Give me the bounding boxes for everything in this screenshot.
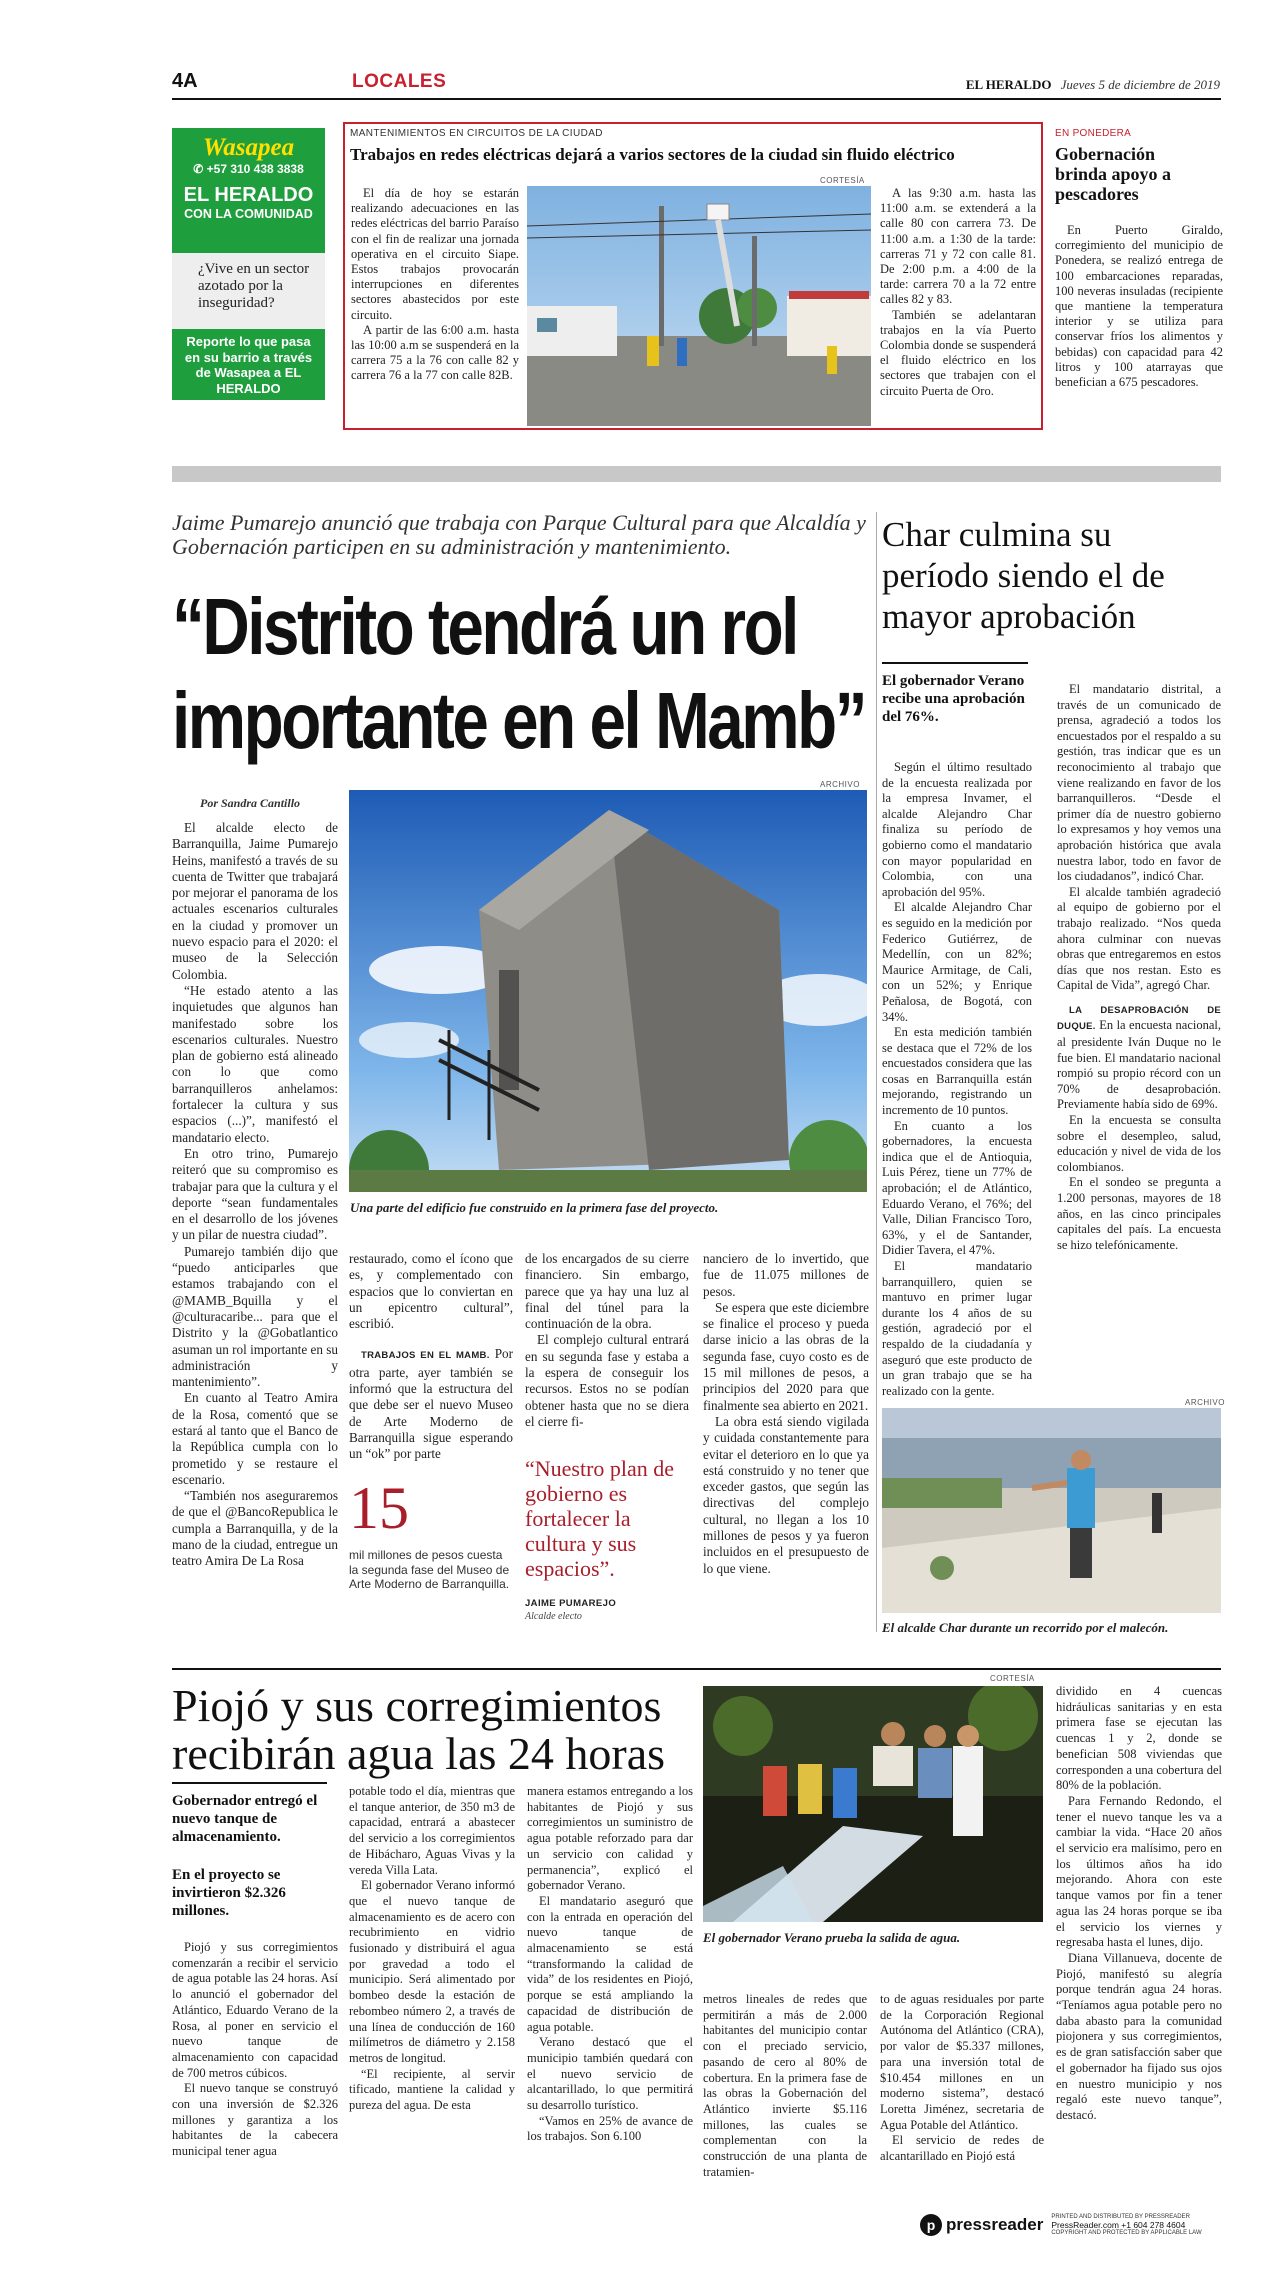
museum-building-image	[349, 790, 867, 1192]
mamb-byline: Por Sandra Cantillo	[200, 796, 301, 810]
mamb-caption: Una parte del edificio fue construido en la primera fase del proyecto.	[350, 1200, 719, 1215]
paper-name: EL HERALDO	[965, 77, 1052, 92]
wasapea-ad[interactable]	[172, 128, 325, 400]
wasapea-cta: Reporte lo que pasa en su barrio a través de Wasapea a EL HERALDO	[172, 329, 325, 400]
mamb-col4: nanciero de lo invertido, que fue de 11.075 millones de pesos. Se espera que este diciembre se finalice el proceso y pueda darse inicio a las obras de la segunda fase, cuyo costo es de 15 mil millones de pesos, a principios del 2020 para que finalmente sea abierto en 2021. La obra está siendo vigilada y cuidada constantemente para evitar el deterioro en lo que ya está construido y no tener que exceder gastos, que según las directivas del complejo cultural, no llegan a los 10 millones de pesos y ya fueron incluidos en el presupuesto de lo que viene.	[703, 1251, 869, 1576]
piojo-top-rule	[172, 1668, 1221, 1670]
ponedera-body: En Puerto Giraldo, corregimiento del municipio de Ponedera, se realizó entrega de 100 embarcaciones reparadas, 100 neveras insuladas (recipiente que mantiene la temperatura interior y se utiliza para conservar fríos los alimentos y bebidas) con capacidad para 42 litros y 100 atarrayas que benefician a 675 pescadores.	[1055, 223, 1223, 390]
water-test-image	[703, 1686, 1043, 1922]
char-col2: El mandatario distrital, a través de un comunicado de prensa, agradeció a todos los encuestados por el respaldo a su gestión, tras indicar que es un reconocimiento al trabajo que viene realizando en favor de los barranquilleros. “Desde el primer día de nuestro gobierno lo expresamos y hoy vemos una aprobación histórica que avala nuestra labor, todo en favor de los ciudadanos”, indicó Char. El alcalde también agradeció al equipo de gobierno por el trabajo realizado. “Nos queda ahora culminar con nuevas obras que entregaremos en estos días que nos restan. Esto es Capital de Vida”, agregó Char. LA DESAPROBACIÓN DE DUQUE. En la encuesta nacional, al presidente Iván Duque no le fue bien. El mandatario nacional rompió su propio récord con un 70% de desaprobación. Previamente había sido de 69%. En la encuesta se consulta sobre el desempleo, salud, educación y nivel de vida de los colombianos. En el sondeo se pregunta a 1.200 personas, mayores de 18 años, en las cinco principales capitales del país. La encuesta se hizo telefónicamente.	[1057, 682, 1222, 1252]
masthead	[940, 74, 1220, 93]
mamb-col2: restaurado, como el ícono que es, y complementado con espacios que lo conviertan en un epicentro cultural”, escribió. TRABAJOS EN EL MAMB. Por otra parte, ayer también se informó que la estructura del que debe ser el nuevo Museo de Arte Moderno de Barranquilla sigue esperando un “ok” por parte	[349, 1251, 514, 1462]
mamb-building-photo	[349, 790, 867, 1192]
piojo-water-photo	[703, 1686, 1043, 1922]
wasapea-mid	[172, 253, 325, 329]
stat-text: mil millones de pesos cuesta la segunda fase del Museo de Arte Moderno de Barranquilla.	[349, 1548, 510, 1591]
wasapea-top	[172, 128, 325, 253]
electric-kicker: MANTENIMIENTOS EN CIRCUITOS DE LA CIUDAD	[350, 128, 603, 139]
wasapea-phone: ✆ +57 310 438 3838	[193, 162, 304, 176]
pressreader-meta: PRINTED AND DISTRIBUTED BY PRESSREADER PressReader.com +1 604 278 4604 COPYRIGHT AND PROTECTED BY APPLICABLE LAW	[1051, 2214, 1202, 2236]
malecon-walk-image	[882, 1408, 1221, 1613]
char-lead: El gobernador Verano recibe una aprobación del 76%.	[882, 673, 1025, 725]
piojo-caption: El gobernador Verano prueba la salida de agua.	[703, 1930, 961, 1945]
piojo-col1: Piojó y sus corregimientos comenzarán a recibir el servicio de agua potable las 24 horas. Así lo anunció el gobernador del Atlántico, Eduardo Verano de la Rosa, al poner en servicio el nuevo tanque de almacenamiento con capacidad de 700 metros cúbicos. El nuevo tanque se construyó con una inversión de $2.326 millones y garantiza a los habitantes de la cabecera municipal tener agua	[172, 1940, 338, 2159]
char-headline: Char culmina su período siendo el de mayor aprobación	[882, 515, 1165, 636]
wasapea-question: ¿Vive en un sector azotado por la inseguridad?	[198, 261, 310, 311]
piojo-col2: potable todo el día, mientras que el tanque anterior, de 350 m3 de capacidad, entrará a abastecer del servicio a los corregimientos de Hibácharo, Aguas Vivas y la vereda Villa Lata. El gobernador Verano informó que el nuevo tanque de almacenamiento es de acero con recubrimiento en vidrio fusionado y distribuirá el agua por gravedad a todo el municipio. Será alimentado por bombeo desde la estación de rebombeo número 2, a través de una línea de conducción de 160 milímetros de diámetro y 2.158 metros de longitud. “El recipiente, al servir tificado, mantiene la calidad y pureza del agua. De esta	[349, 1784, 515, 2113]
mamb-col3: de los encargados de su cierre financiero. Sin embargo, parece que ya hay una luz al final del túnel para la continuación de la obra. El complejo cultural entrará en su segunda fase y estaba a la espera de conseguir los recursos. Estos no se podían obtener hasta que no se diera el cierre fi-	[525, 1251, 689, 1429]
pull-quote: “Nuestro plan de gobierno es fortalecer la cultura y sus espacios”.	[525, 1456, 675, 1581]
pressreader-logo: pressreader	[946, 2215, 1044, 2234]
piojo-headline-line2: recibirán agua las 24 horas	[172, 1728, 666, 1779]
electric-col2: A las 9:30 a.m. hasta las 11:00 a.m. se extenderá a la calle 80 con carrera 73. De 11:00 a.m. a 1:30 de la tarde: carreras 71 y 72 con calle 81. De 2:00 p.m. a 4:00 de la tarde: carrera 70 a la 72 entre calles 82 y 83. También se adelantaran trabajos en la vía Puerto Colombia donde se suspenderá el fluido eléctrico en los sectores que trabajen con el circuito Puerta de Oro.	[880, 186, 1036, 398]
electric-headline: Trabajos en redes eléctricas dejará a varios sectores de la ciudad sin fluido eléctrico	[350, 145, 955, 164]
pressreader-icon: p	[920, 2214, 942, 2236]
pressreader-badge[interactable]	[920, 2209, 1220, 2241]
header-rule	[172, 98, 1221, 100]
page-number: 4A	[172, 70, 198, 92]
char-photo-credit: ARCHIVO	[1185, 1398, 1225, 1407]
char-caption: El alcalde Char durante un recorrido por el malecón.	[882, 1620, 1169, 1635]
column-divider	[876, 512, 877, 1632]
quote-role: Alcalde electo	[525, 1611, 582, 1622]
mamb-headline-line1: “Distrito tendrá un rol	[172, 582, 797, 671]
ponedera-kicker: EN PONEDERA	[1055, 128, 1132, 139]
mamb-col2-after: Por otra parte, ayer también se informó que la estructura del que debe ser el nuevo Museo de Arte Moderno de Barranquilla sigue esperando un “ok” por parte	[349, 1346, 514, 1462]
piojo-lead-rule	[172, 1782, 327, 1784]
mamb-photo-credit: ARCHIVO	[820, 780, 860, 789]
piojo-col3: manera estamos entregando a los habitantes de Piojó y sus corregimientos un suministro de agua potable reforzado para dar un servicio con calidad y permanencia”, explicó el gobernador Verano. El mandatario aseguró que con la entrada en operación del nuevo tanque de almacenamiento se está “transformando la calidad de vida” de los residentes en Piojó, porque se está ampliando la capacidad de distribución de agua potable. Verano destacó que el municipio también quedará con el nuevo servicio de alcantarillado, lo que permitirá su desarrollo turístico. “Vamos en 25% de avance de los trabajos. Son 6.100	[527, 1784, 693, 2144]
electric-photo-credit: CORTESÍA	[820, 176, 865, 185]
stat-number: 15	[349, 1475, 409, 1541]
mamb-headline-line2: importante en el Mamb”	[172, 676, 866, 765]
char-subhead: LA DESAPROBACIÓN DE DUQUE.	[1057, 1004, 1221, 1033]
mamb-col1: El alcalde electo de Barranquilla, Jaime Pumarejo Heins, manifestó a través de su cuenta de Twitter que trabajará por mejorar el panorama de los actuales escenarios culturales en la ciudad y promover un nuevo espacio para el 2020: el museo de la Selección Colombia. “He estado atento a las inquietudes que algunos han manifestado sobre los escenarios culturales. Nuestro plan de gobierno está alineado con lo que como barranquilleros anhelamos: fortalecer la cultura y sus espacios (...)”, manifestó el mandatario electo. En otro trino, Pumarejo reiteró que su compromiso es trabajar para que la cultura y el deporte “sean fundamentales en el desarrollo de los jóvenes y un pilar de nuestra ciudad”. Pumarejo también dijo que “puedo anticiparles que estamos trabajando con el @MAMB_Bquilla y el @culturacaribe... para que el Distrito y la @Gobatlantico asuman un rol importante en su administración y mantenimiento”. En cuanto al Teatro Amira de la Rosa, comentó que se estará al tanto que el Banco de la República cumpla con lo prometido y se restaure el escenario. “También nos aseguraremos de que el @BancoRepublica le cumpla a Barranquilla, y de la mano de la ciudad, entregue un teatro Amira De La Rosa	[172, 820, 338, 1569]
wasapea-line2: CON LA COMUNIDAD	[184, 207, 313, 221]
issue-date: Jueves 5 de diciembre de 2019	[1060, 77, 1220, 92]
piojo-col6: dividido en 4 cuencas hidráulicas sanitarias y en esta primera fase se ejecutan las cuencas 1 y 2, donde se benefician 508 viviendas que corresponden a una cobertura del 80% de la población. Para Fernando Redondo, el tener el nuevo tanque les va a cambiar la vida. “Hace 20 años el servicio era malísimo, pero en los últimos años ha ido mejorando. Ahora con este tanque vamos por fin a tener agua las 24 horas porque se iba el servicio los viernes y regresaba hasta el lunes, dijo. Diana Villanueva, docente de Piojó, manifestó su alegría porque tendrán agua 24 horas. “Teníamos agua potable pero no daba abasto para la comunidad piojonera y sus corregimientos, es de gran satisfacción saber que el gobernador ha fijado sus ojos en nuestro municipio y nos regaló este nuevo tanque”, destacó.	[1056, 1684, 1222, 2122]
char-lead-rule	[882, 662, 1028, 664]
section-label: LOCALES	[352, 71, 447, 92]
piojo-headline	[172, 1682, 712, 1778]
wasapea-line1: EL HERALDO	[183, 184, 314, 206]
mamb-deck: Jaime Pumarejo anunció que trabaja con Parque Cultural para que Alcaldía y Gobernación participen en su administración y mantenimiento.	[172, 510, 866, 559]
utility-workers-image	[527, 186, 871, 426]
char-malecon-photo	[882, 1408, 1221, 1613]
piojo-photo-credit: CORTESÍA	[990, 1674, 1035, 1683]
whatsapp-icon: ✆	[193, 162, 204, 176]
mamb-subhead: TRABAJOS EN EL MAMB.	[361, 1350, 490, 1362]
piojo-col4: metros lineales de redes que permitirán a más de 2.000 habitantes del municipio contar con el preciado servicio, pasando de cero al 80% de cobertura. En la primera fase de las obras la Gobernación del Atlántico invierte $5.116 millones, las cuales se complementan con la construcción de una planta de tratamien-	[703, 1992, 867, 2179]
wasapea-brand: Wasapea	[202, 134, 295, 161]
piojo-lead2: En el proyecto se invirtieron $2.326 millones.	[172, 1867, 286, 1919]
ponedera-headline: Gobernación brinda apoyo a pescadores	[1055, 144, 1172, 204]
electric-col1: El día de hoy se estarán realizando adecuaciones en las redes eléctricas del barrio Paraíso con el fin de realizar una jornada operativa en el circuito Siape. Estos trabajos provocarán interrupciones en diferentes sectores abastecidos por este circuito. A partir de las 6:00 a.m. hasta las 10:00 a.m se suspenderá en la carrera 75 a la 76 con calle 82 y carrera 76 a la 77 con calle 82B.	[351, 186, 519, 383]
piojo-headline-line1: Piojó y sus corregimientos	[172, 1680, 662, 1731]
piojo-lead1: Gobernador entregó el nuevo tanque de almacenamiento.	[172, 1793, 318, 1845]
piojo-col5: to de aguas residuales por parte de la Corporación Regional Autónoma del Atlántico (CRA), por valor de $5.337 millones, para una inversión total de $10.454 millones en un moderno sistema”, destacó Loretta Jiménez, secretaria de Agua Potable del Atlántico. El servicio de redes de alcantarillado en Piojó está	[880, 1992, 1044, 2164]
mamb-headline	[172, 580, 866, 768]
electric-workers-photo	[527, 186, 871, 426]
quote-author: JAIME PUMAREJO	[525, 1598, 617, 1609]
section-divider	[172, 466, 1221, 482]
char-col1: Según el último resultado de la encuesta realizada por la empresa Invamer, el alcalde Alejandro Char finaliza su período de gobierno como el mandatario con mayor popularidad en Colombia, con una aprobación del 95%. El alcalde Alejandro Char es seguido en la medición por Federico Gutiérrez, de Medellín, con un 82%; Maurice Armitage, de Cali, con un 52%; y Enrique Peñalosa, de Bogotá, con 34%. En esta medición también se destaca que el 72% de los encuestados considera que las cosas en Barranquilla están mejorando, registrando un incremento de 10 puntos. En cuanto a los gobernadores, la encuesta indica que el de Antioquia, Luis Pérez, tiene un 77% de aprobación; el de Atlántico, Eduardo Verano, el 76%; del Valle, Dilian Francisco Toro, 63%, y el de Santander, Didier Tavera, el 47%. El mandatario barranquillero, quien se mantuvo en primer lugar durante los 4 años de su gestión, agradeció por el respaldo de la ciudadanía y aseguró que este producto de un gran trabajo que se ha realizado con la gente.	[882, 760, 1032, 1398]
